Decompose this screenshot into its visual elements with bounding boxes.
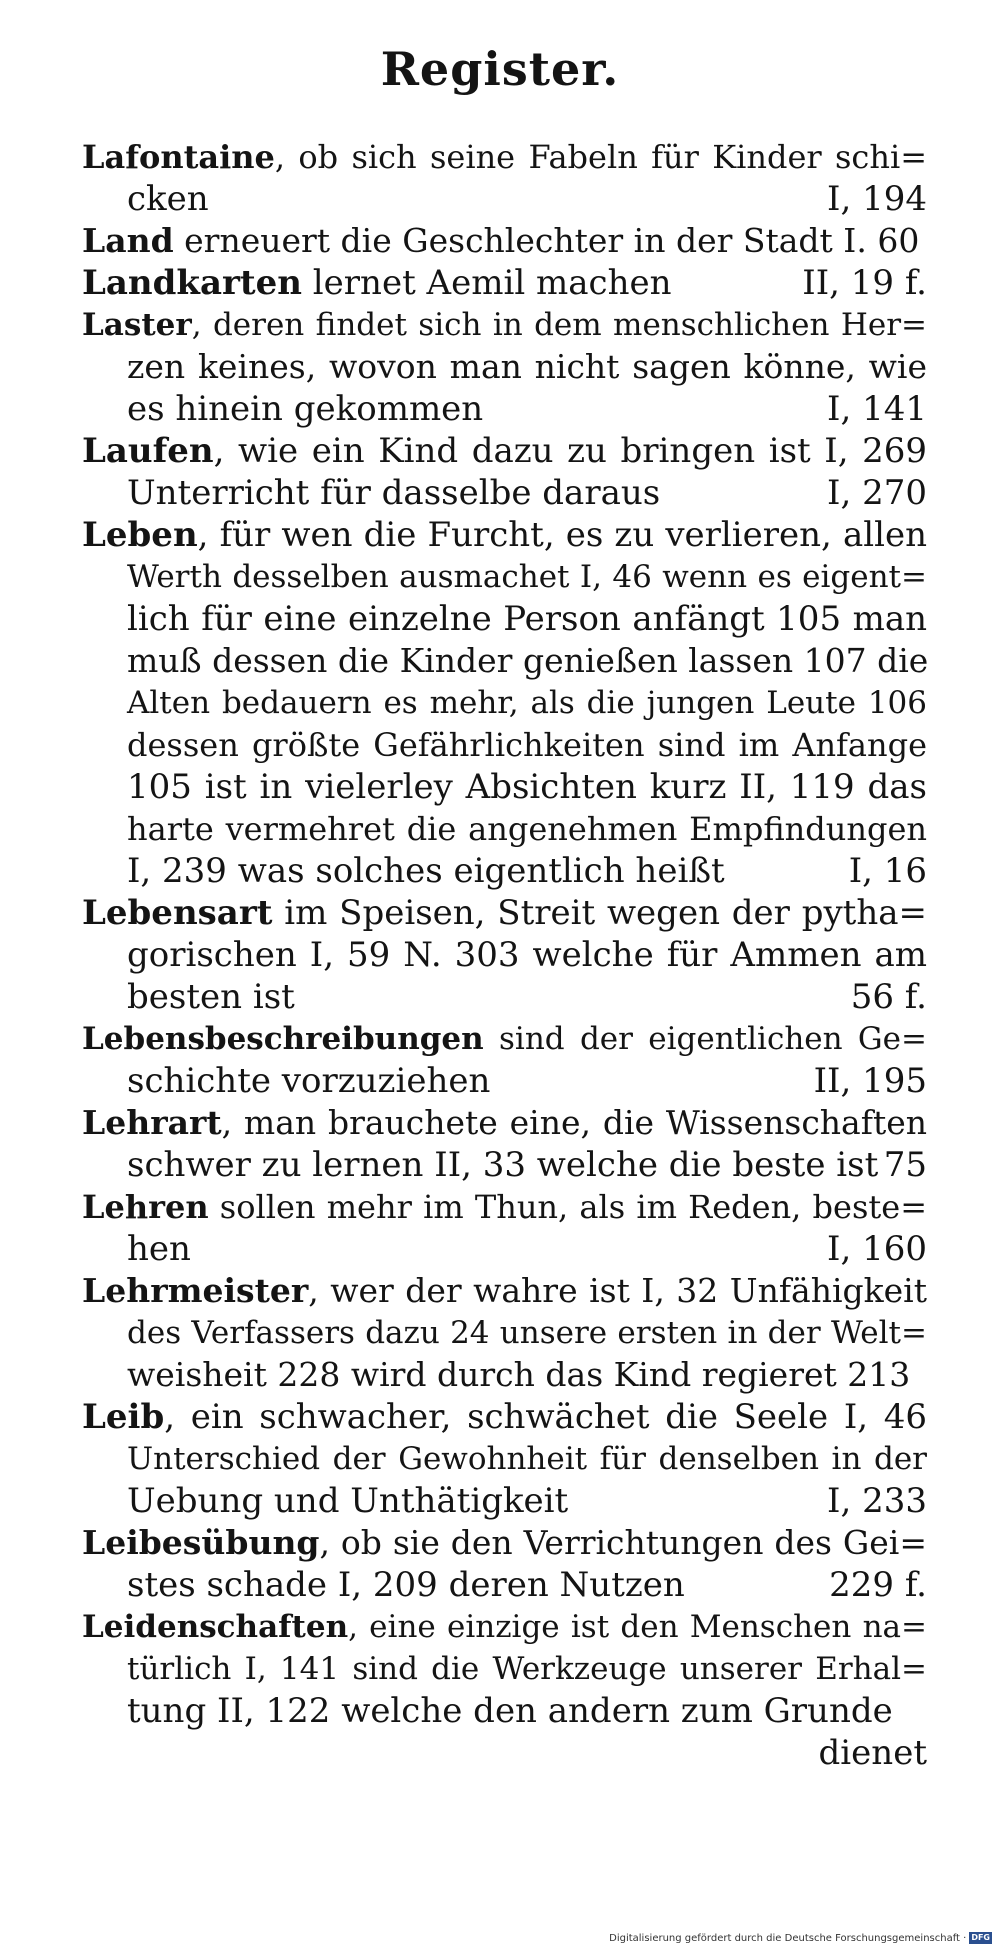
entry-heading: Lehren — [82, 1188, 209, 1226]
digitization-credit — [609, 1931, 992, 1945]
entry-line — [82, 220, 927, 262]
entry-line — [82, 934, 927, 976]
page-reference: I, 270 — [827, 473, 927, 513]
entry-text: Unterricht für dasselbe daraus — [127, 473, 661, 513]
entry-line — [82, 1438, 927, 1480]
entry-line — [82, 178, 927, 220]
entry-text: erneuert die Geschlechter in der Stadt I. 60 — [173, 221, 920, 260]
entry-heading: Laster — [82, 307, 192, 343]
entry-line — [82, 388, 927, 430]
register-entry — [82, 1522, 927, 1606]
entry-text: , für wen die Furcht, es zu verlieren, allen — [197, 515, 927, 555]
entry-text: sind der eigentlichen Ge= — [483, 1021, 927, 1057]
register-entry — [82, 136, 927, 220]
entry-text: schwer zu lernen II, 33 welche die beste ist — [127, 1145, 879, 1185]
entry-heading: Leibesübung — [82, 1523, 320, 1562]
register-entry — [82, 1606, 927, 1732]
entry-line — [82, 1102, 927, 1144]
entry-line — [82, 1522, 927, 1564]
page-reference: I, 141 — [827, 389, 927, 429]
entry-text: es hinein gekommen — [127, 389, 484, 429]
entry-line — [82, 1396, 927, 1438]
entry-heading: Leidenschaften — [82, 1609, 349, 1645]
entry-text: türlich I, 141 sind die Werkzeuge unserer Erhal= — [127, 1651, 927, 1687]
register-entry — [82, 1186, 927, 1270]
page-reference: I, 16 — [848, 851, 927, 891]
entry-text: weisheit 228 wird durch das Kind regieret 213 — [127, 1355, 911, 1394]
entry-text: lernet Aemil machen — [302, 263, 672, 303]
entry-text: , wer der wahre ist I, 32 Unfähigkeit — [308, 1271, 927, 1310]
page-reference: II, 19 f. — [802, 263, 927, 303]
entry-text: 105 ist in vielerley Absichten kurz II, 119 das — [127, 767, 927, 807]
entry-line — [82, 1690, 927, 1732]
entry-line — [82, 682, 927, 724]
entry-text: Werth desselben ausmachet I, 46 wenn es eigent= — [127, 559, 927, 595]
entry-text: , ob sich seine Fabeln für Kinder schi= — [274, 138, 927, 176]
entry-text: , ein schwacher, schwächet die Seele I, 46 — [164, 1397, 927, 1437]
entry-heading: Lehrmeister — [82, 1271, 309, 1310]
page-title: Register. — [380, 42, 620, 96]
entry-heading: Land — [82, 221, 174, 260]
entry-heading: Leib — [82, 1397, 165, 1437]
entry-line — [82, 514, 927, 556]
entry-line — [82, 262, 927, 304]
entry-heading: Lebensart — [82, 893, 273, 933]
register-entry — [82, 1102, 927, 1186]
register-entry — [82, 430, 927, 514]
credit-text: Digitalisierung gefördert durch die Deutsche Forschungsgemeinschaft · — [609, 1932, 967, 1944]
entry-text: , deren findet sich in dem menschlichen Her= — [191, 307, 927, 343]
entry-line — [82, 1312, 927, 1354]
entry-text: , man brauchete eine, die Wissenschaften — [221, 1103, 927, 1142]
entry-text: muß dessen die Kinder genießen lassen 107 die — [127, 641, 929, 680]
entry-line — [82, 640, 927, 682]
entry-text: Uebung und Unthätigkeit — [127, 1481, 569, 1521]
entry-line — [82, 1648, 927, 1690]
entry-text: zen keines, wovon man nicht sagen könne, wie — [127, 347, 927, 386]
entry-text: lich für eine einzelne Person anfängt 105 man — [127, 599, 927, 639]
entry-text: stes schade I, 209 deren Nutzen — [127, 1565, 685, 1605]
register-entry — [82, 1396, 927, 1522]
entry-line — [82, 556, 927, 598]
entry-text: Unterschied der Gewohnheit für denselben in der — [127, 1441, 927, 1477]
entry-line — [82, 1186, 927, 1228]
entry-text: , ob sie den Verrichtungen des Gei= — [319, 1523, 927, 1562]
entry-heading: Lehrart — [82, 1103, 222, 1142]
entry-text: im Speisen, Streit wegen der pytha= — [272, 893, 927, 933]
entry-heading: Landkarten — [82, 263, 302, 303]
register-entries — [82, 136, 927, 1774]
entry-line — [82, 346, 927, 388]
entry-heading: Lafontaine — [82, 138, 275, 176]
register-entry — [82, 304, 927, 430]
entry-text: des Verfassers dazu 24 unsere ersten in der Welt= — [127, 1315, 927, 1351]
entry-heading: Laufen — [82, 431, 214, 471]
entry-text: I, 239 was solches eigentlich heißt — [127, 851, 725, 891]
entry-line — [82, 1480, 927, 1522]
entry-line — [82, 1606, 927, 1648]
catchword: dienet — [818, 1733, 927, 1773]
entry-heading: Lebensbeschreibungen — [82, 1021, 484, 1057]
entry-line — [82, 1354, 927, 1396]
entry-text: hen — [127, 1229, 191, 1269]
entry-line — [82, 598, 927, 640]
entry-line — [82, 136, 927, 178]
register-entry — [82, 892, 927, 1018]
entry-line — [82, 1018, 927, 1060]
entry-text: gorischen I, 59 N. 303 welche für Ammen am — [127, 935, 927, 975]
entry-line — [82, 472, 927, 514]
register-entry — [82, 514, 927, 892]
page-reference: 229 f. — [829, 1565, 927, 1605]
entry-text: Alten bedauern es mehr, als die jungen Leute 106 — [127, 685, 927, 721]
entry-line — [82, 430, 927, 472]
entry-line — [82, 1228, 927, 1270]
entry-line — [82, 808, 927, 850]
entry-line — [82, 724, 927, 766]
entry-line — [82, 766, 927, 808]
page-reference: 75 — [883, 1145, 927, 1185]
entry-text: sollen mehr im Thun, als im Reden, beste= — [208, 1188, 927, 1226]
entry-line — [82, 1270, 927, 1312]
entry-text: schichte vorzuziehen — [127, 1061, 491, 1101]
entry-line — [82, 1144, 927, 1186]
entry-line — [82, 850, 927, 892]
dfg-logo-icon: DFG — [971, 1933, 990, 1942]
page-reference: II, 195 — [813, 1061, 927, 1101]
entry-line — [82, 1060, 927, 1102]
entry-text: harte vermehret die angenehmen Empfindungen — [127, 810, 927, 848]
entry-text: tung II, 122 welche den andern zum Grunde — [127, 1691, 893, 1731]
entry-heading: Leben — [82, 515, 198, 555]
page-reference: I, 194 — [827, 179, 927, 219]
register-entry — [82, 1018, 927, 1102]
entry-line — [82, 304, 927, 346]
entry-text: , wie ein Kind dazu zu bringen ist I, 269 — [213, 431, 927, 471]
entry-line — [82, 976, 927, 1018]
entry-line — [82, 892, 927, 934]
entry-line — [82, 1564, 927, 1606]
register-entry — [82, 220, 927, 262]
register-entry — [82, 1270, 927, 1396]
page-reference: I, 160 — [827, 1229, 927, 1269]
entry-text: cken — [127, 179, 209, 219]
register-entry — [82, 262, 927, 304]
entry-text: besten ist — [127, 977, 295, 1017]
page-reference: 56 f. — [850, 977, 927, 1017]
entry-text: , eine einzige ist den Menschen na= — [348, 1609, 927, 1645]
entry-text: dessen größte Gefährlichkeiten sind im Anfange — [127, 726, 927, 764]
page-reference: I, 233 — [827, 1481, 927, 1521]
